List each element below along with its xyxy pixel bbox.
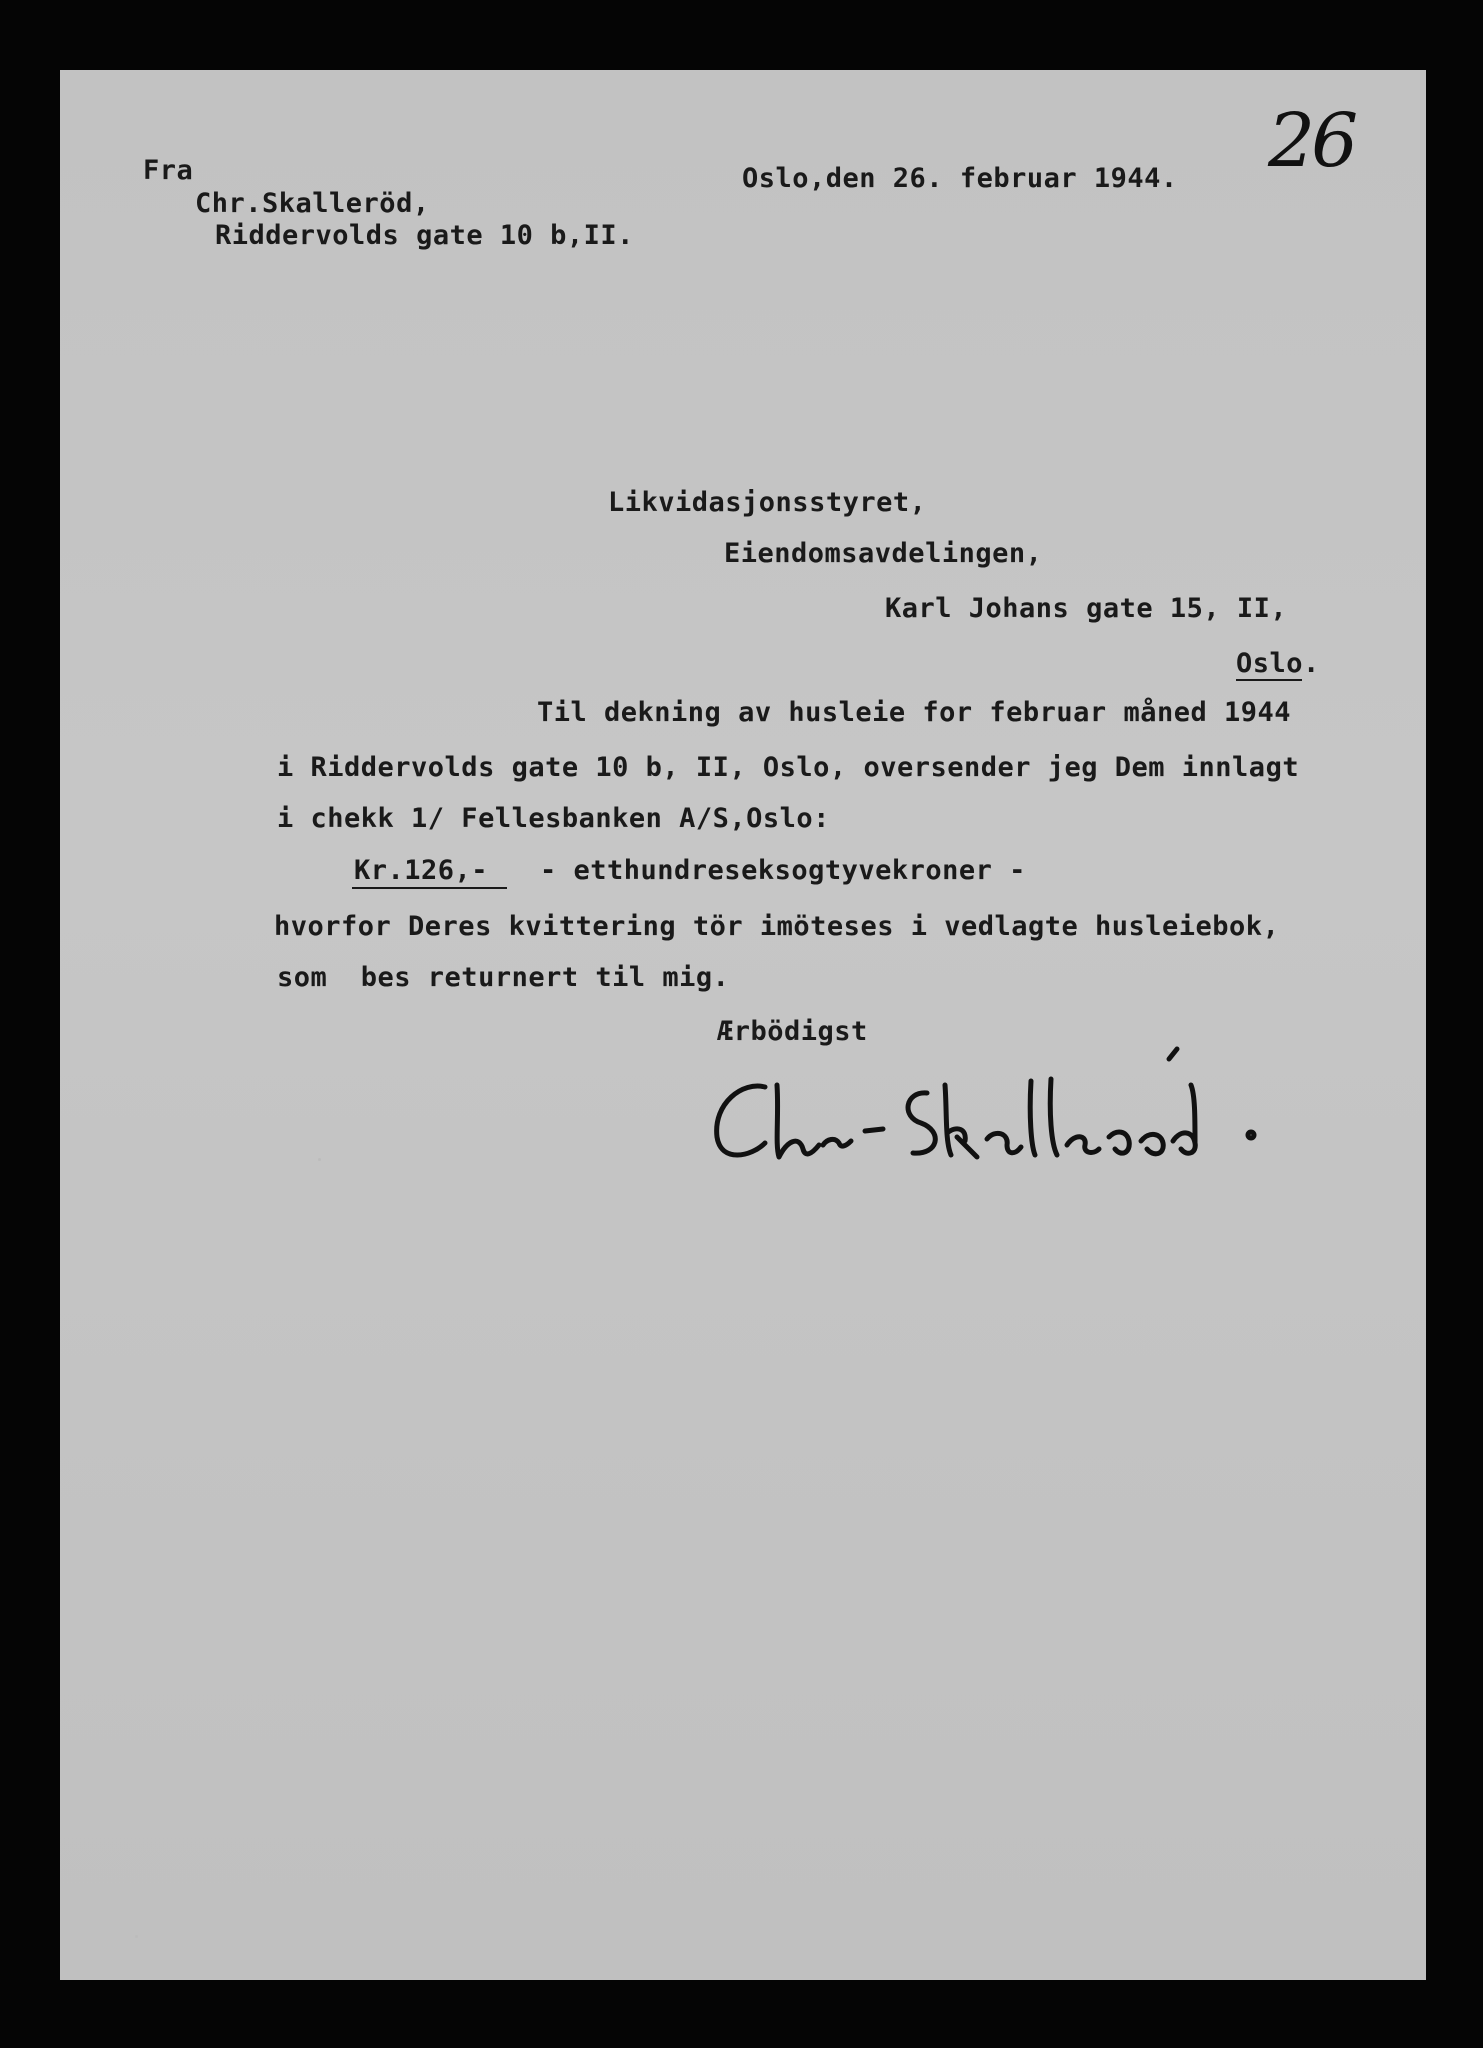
place-date: Oslo,den 26. februar 1944. xyxy=(742,163,1178,194)
body-line-6: som bes returnert til mig. xyxy=(277,962,730,993)
body-line-3: i chekk 1/ Fellesbanken A/S,Oslo: xyxy=(277,803,830,834)
recipient-city: Oslo. xyxy=(1236,648,1320,679)
body-line-1: Til dekning av husleie for februar måned 1944 xyxy=(537,697,1291,728)
body-line-2: i Riddervolds gate 10 b, II, Oslo, oversender jeg Dem innlagt xyxy=(277,752,1300,783)
paper-speck xyxy=(318,1158,321,1161)
recipient-line-3: Karl Johans gate 15, II, xyxy=(885,593,1288,624)
amount-words: - etthundreseksogtyvekroner - xyxy=(540,855,1026,886)
body-line-5: hvorfor Deres kvittering tör imöteses i vedlagte husleiebok, xyxy=(274,911,1280,942)
sender-name: Chr.Skalleröd, xyxy=(195,188,430,219)
page-number: 26 xyxy=(1268,98,1355,184)
closing-greeting: Ærbödigst xyxy=(717,1016,868,1047)
paper-speck xyxy=(135,1935,138,1938)
sender-address: Riddervolds gate 10 b,II. xyxy=(215,220,634,251)
amount-underline xyxy=(352,887,507,889)
recipient-line-2: Eiendomsavdelingen, xyxy=(724,538,1043,569)
amount: Kr.126,- xyxy=(354,855,489,886)
handwritten-signature xyxy=(695,1045,1355,1185)
from-label: Fra xyxy=(143,155,194,186)
city-underline xyxy=(1236,679,1302,681)
recipient-line-1: Likvidasjonsstyret, xyxy=(608,487,927,518)
